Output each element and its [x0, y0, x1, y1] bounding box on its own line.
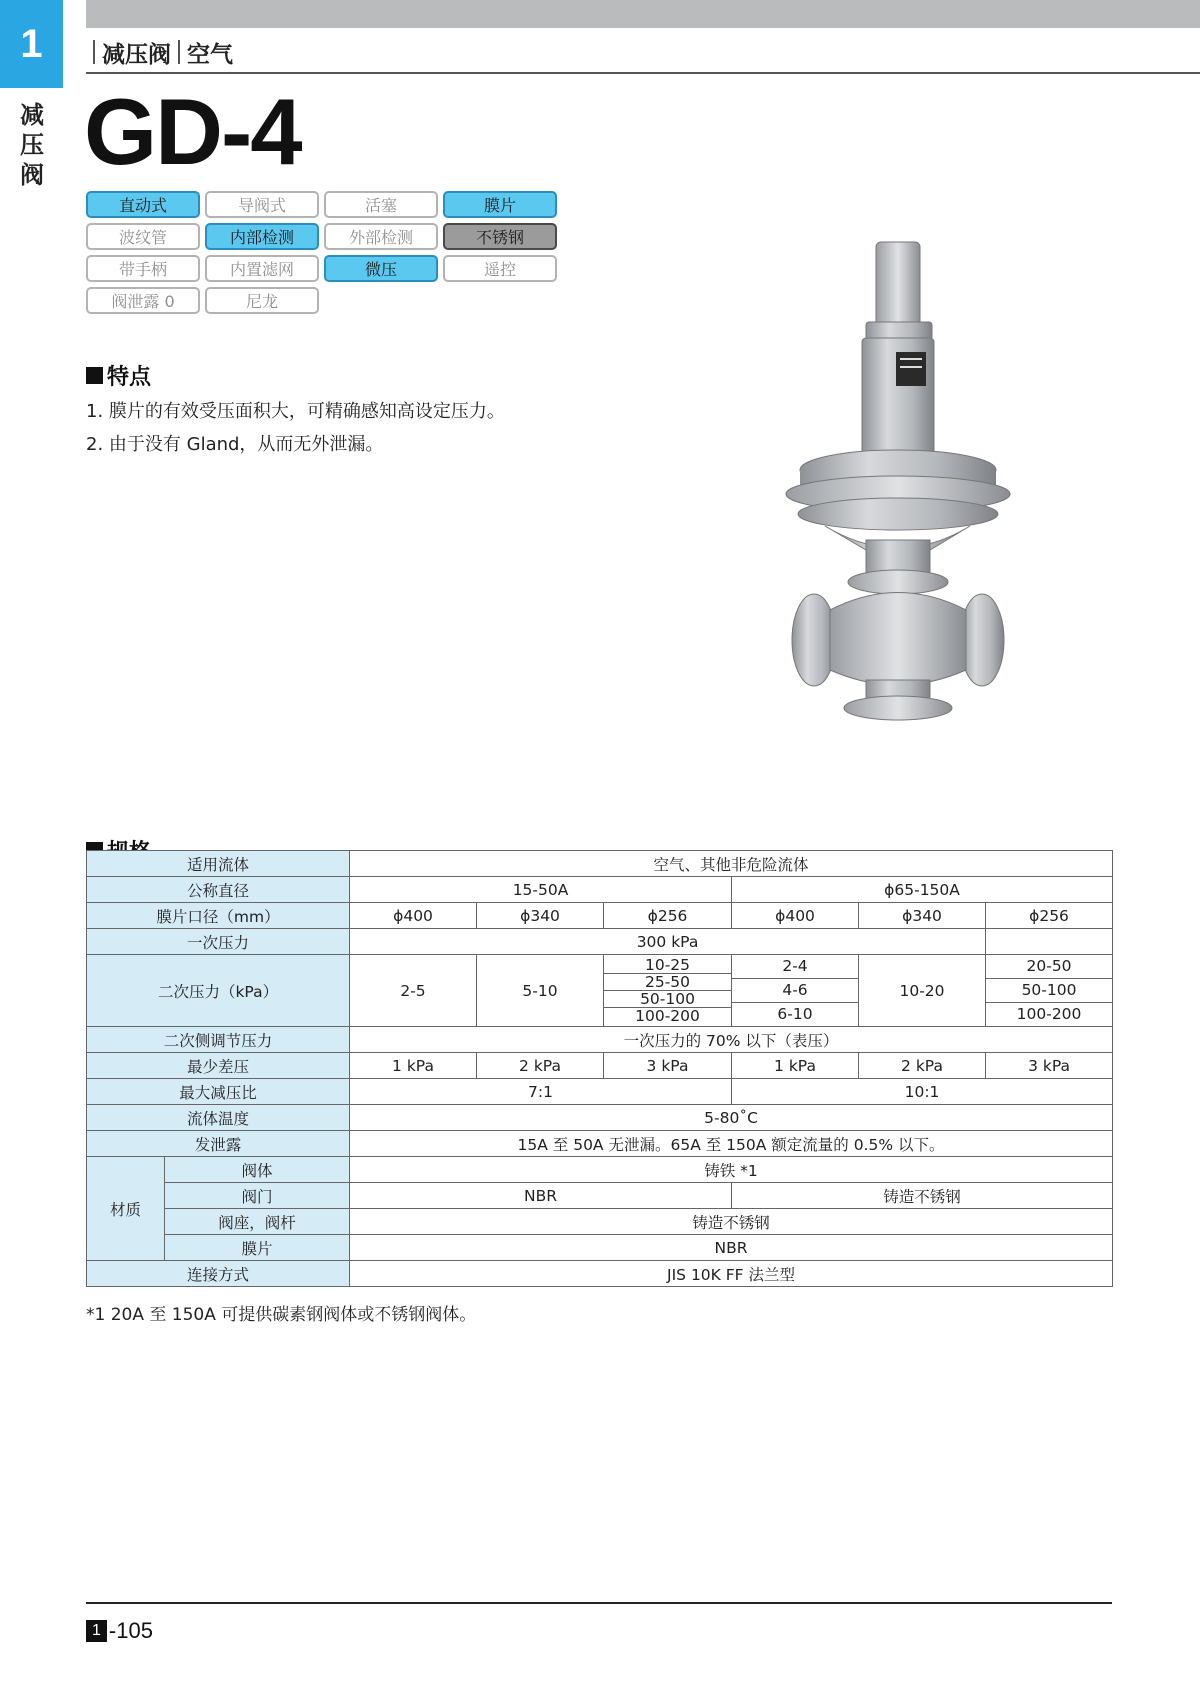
row-label: 发泄露 — [87, 1131, 350, 1157]
cell-value: 1 kPa — [350, 1053, 477, 1079]
tag-chip: 阀泄露 0 — [86, 287, 200, 314]
spec-table — [86, 850, 1113, 1287]
cell-value: ϕ65-150A — [732, 877, 1113, 903]
row-label: 流体温度 — [87, 1105, 350, 1131]
tag-chip: 直动式 — [86, 191, 200, 218]
cell-value: 2 kPa — [859, 1053, 986, 1079]
cell-value: JIS 10K FF 法兰型 — [350, 1261, 1113, 1287]
table-row — [87, 1105, 1113, 1131]
cell-value: 100-200 — [986, 1002, 1112, 1026]
breadcrumb — [86, 34, 233, 70]
cell-value: 5-80˚C — [350, 1105, 1113, 1131]
table-row — [87, 1053, 1113, 1079]
feature-item: 2. 由于没有 Gland，从而无外泄漏。 — [86, 434, 384, 455]
table-row — [87, 851, 1113, 877]
cell-value — [986, 929, 1113, 955]
cell-value: 25-50 — [604, 973, 731, 990]
breadcrumb-divider — [93, 40, 95, 64]
cell-value: 2-5 — [350, 955, 477, 1027]
row-label: 公称直径 — [87, 877, 350, 903]
row-group-label: 材质 — [87, 1157, 165, 1261]
tag-chip: 遥控 — [443, 255, 557, 282]
table-row — [87, 877, 1113, 903]
cell-value: 2-4 — [782, 957, 808, 975]
cell-value: 50-100 — [986, 978, 1112, 1002]
cell-value: ϕ256 — [604, 903, 732, 929]
cell-value: 3 kPa — [604, 1053, 732, 1079]
table-row — [87, 1157, 1113, 1183]
cell-value: 3 kPa — [986, 1053, 1113, 1079]
cell-value: 7:1 — [350, 1079, 732, 1105]
table-row — [87, 903, 1113, 929]
cell-value: 10:1 — [732, 1079, 1113, 1105]
cell-value: 100-200 — [604, 1007, 731, 1024]
row-label: 连接方式 — [87, 1261, 350, 1287]
tag-chip: 微压 — [324, 255, 438, 282]
cell-value: 一次压力的 70% 以下（表压） — [350, 1027, 1113, 1053]
table-row — [87, 1235, 1113, 1261]
tag-chip: 波纹管 — [86, 223, 200, 250]
footnote: *1 20A 至 150A 可提供碳素钢阀体或不锈钢阀体。 — [86, 1305, 477, 1325]
side-label-char: 阀 — [20, 161, 44, 189]
tag-chip: 内部检测 — [205, 223, 319, 250]
breadcrumb-divider — [178, 40, 180, 64]
features-list — [86, 395, 505, 461]
cell-value: 4-6 — [732, 978, 858, 1002]
row-label: 二次侧调节压力 — [87, 1027, 350, 1053]
table-row — [87, 1027, 1113, 1053]
header-rule — [86, 72, 1200, 74]
row-label: 膜片口径（mm） — [87, 903, 350, 929]
cell-value: 5-10 — [477, 955, 604, 1027]
feature-tag-grid — [86, 191, 557, 314]
table-row — [87, 1261, 1113, 1287]
side-label-char: 减 — [20, 101, 44, 129]
row-label: 阀座，阀杆 — [165, 1209, 350, 1235]
valve-product-image — [770, 230, 1020, 750]
table-row — [87, 1183, 1113, 1209]
cell-value: ϕ400 — [350, 903, 477, 929]
row-label: 阀体 — [165, 1157, 350, 1183]
footer-rule — [86, 1602, 1112, 1604]
cell-stack — [986, 955, 1113, 1027]
cell-value: 10-25 — [644, 956, 691, 974]
cell-value: 10-20 — [859, 955, 986, 1027]
page-number-text: -105 — [108, 1618, 153, 1643]
cell-stack — [604, 955, 732, 1027]
top-gray-bar — [86, 0, 1200, 28]
tag-chip: 外部检测 — [324, 223, 438, 250]
side-category-label — [10, 100, 54, 190]
cell-value: 20-50 — [1026, 957, 1072, 975]
row-label: 最大减压比 — [87, 1079, 350, 1105]
feature-item: 1. 膜片的有效受压面积大，可精确感知高设定压力。 — [86, 401, 505, 422]
tag-chip: 不锈钢 — [443, 223, 557, 250]
page-number — [86, 1618, 153, 1644]
cell-value: ϕ340 — [477, 903, 604, 929]
tag-chip: 活塞 — [324, 191, 438, 218]
tag-chip: 内置滤网 — [205, 255, 319, 282]
row-label: 适用流体 — [87, 851, 350, 877]
cell-value: 300 kPa — [350, 929, 986, 955]
features-title: 特点 — [107, 365, 152, 390]
cell-value: NBR — [350, 1183, 732, 1209]
table-row — [87, 1079, 1113, 1105]
row-label: 最少差压 — [87, 1053, 350, 1079]
table-row — [87, 955, 1113, 1027]
cell-value: 铸铁 *1 — [350, 1157, 1113, 1183]
cell-value: ϕ340 — [859, 903, 986, 929]
cell-value: ϕ256 — [986, 903, 1113, 929]
row-label: 一次压力 — [87, 929, 350, 955]
tag-chip: 尼龙 — [205, 287, 319, 314]
cell-value: 铸造不锈钢 — [350, 1209, 1113, 1235]
cell-value: 2 kPa — [477, 1053, 604, 1079]
chapter-number-box: 1 — [0, 0, 63, 88]
cell-value: 空气、其他非危险流体 — [350, 851, 1113, 877]
tag-chip: 带手柄 — [86, 255, 200, 282]
page-chapter-box: 1 — [86, 1620, 107, 1642]
table-row — [87, 1209, 1113, 1235]
breadcrumb-medium: 空气 — [187, 41, 233, 68]
heading-square-icon — [86, 367, 103, 384]
features-heading — [86, 360, 151, 391]
cell-value: 50-100 — [604, 990, 731, 1007]
breadcrumb-category: 减压阀 — [102, 41, 171, 68]
row-label: 二次压力（kPa） — [87, 955, 350, 1027]
cell-value: ϕ400 — [732, 903, 859, 929]
cell-value: NBR — [350, 1235, 1113, 1261]
cell-value: 15-50A — [350, 877, 732, 903]
cell-value: 铸造不锈钢 — [732, 1183, 1113, 1209]
cell-value: 1 kPa — [732, 1053, 859, 1079]
row-label: 膜片 — [165, 1235, 350, 1261]
table-row — [87, 1131, 1113, 1157]
table-row — [87, 929, 1113, 955]
tag-chip: 导阀式 — [205, 191, 319, 218]
tag-chip: 膜片 — [443, 191, 557, 218]
side-label-char: 压 — [20, 131, 44, 159]
row-label: 阀门 — [165, 1183, 350, 1209]
cell-value: 15A 至 50A 无泄漏。65A 至 150A 额定流量的 0.5% 以下。 — [350, 1131, 1113, 1157]
cell-value: 6-10 — [732, 1002, 858, 1026]
model-title: GD-4 — [84, 79, 301, 184]
cell-stack — [732, 955, 859, 1027]
